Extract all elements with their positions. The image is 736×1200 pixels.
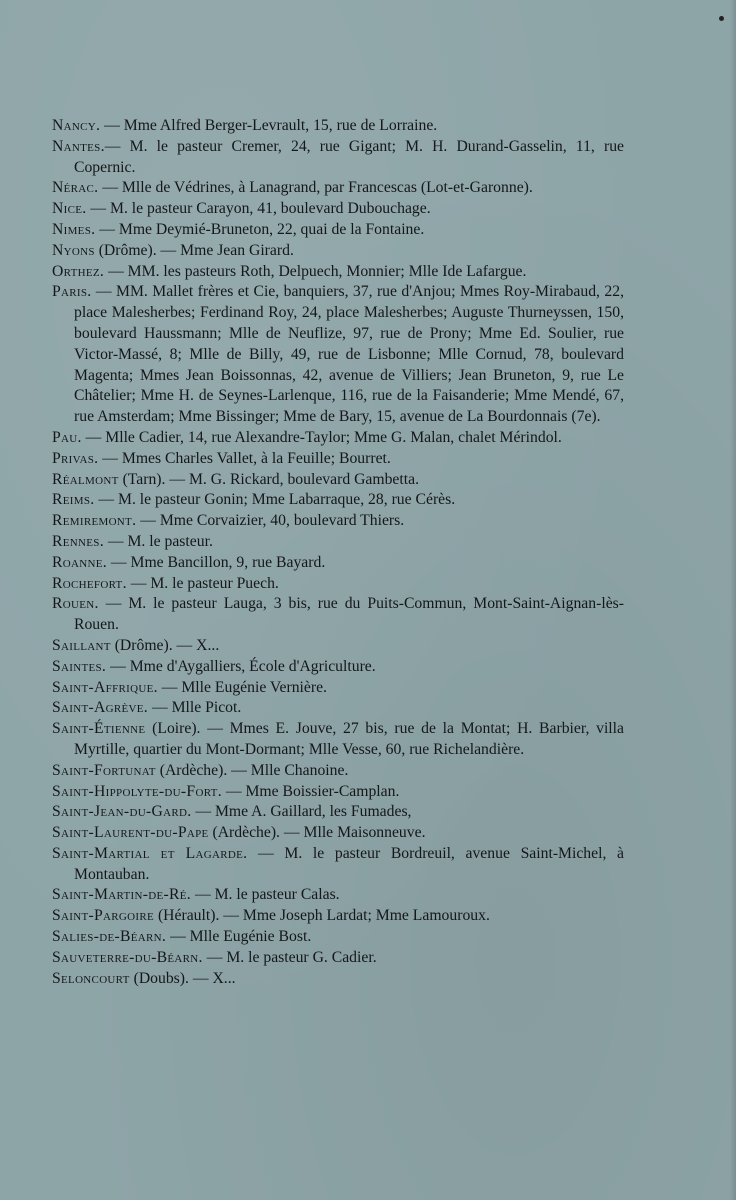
page-edge bbox=[730, 0, 736, 1200]
list-item bbox=[52, 553, 624, 574]
place-name: Nyons bbox=[52, 241, 95, 259]
entry-text: — Mme d'Aygalliers, École d'Agriculture. bbox=[106, 657, 376, 675]
entry-text: — Mme A. Gaillard, les Fumades, bbox=[191, 803, 412, 821]
ink-speck bbox=[719, 16, 724, 21]
entry-text: — M. le pasteur Calas. bbox=[191, 886, 340, 904]
entry-text: (Hérault). — Mme Joseph Lardat; Mme Lamouroux. bbox=[154, 907, 490, 925]
list-item bbox=[52, 948, 624, 969]
list-item bbox=[52, 199, 624, 220]
list-item bbox=[52, 844, 624, 886]
place-name: Saillant bbox=[52, 636, 111, 654]
place-name: Nice. bbox=[52, 200, 87, 218]
entry-text: — Mme Alfred Berger-Levrault, 15, rue de Lorraine. bbox=[100, 117, 438, 134]
entry-text: — M. le pasteur Bordreuil, avenue Saint-Michel, à Montauban. bbox=[74, 844, 625, 883]
list-item bbox=[52, 511, 624, 532]
list-item bbox=[52, 698, 624, 719]
list-item bbox=[52, 719, 624, 761]
list-item bbox=[52, 927, 624, 948]
entry-text: — M. le pasteur. bbox=[103, 532, 213, 550]
place-name: Nantes. bbox=[52, 137, 105, 155]
list-item bbox=[52, 282, 624, 428]
entry-text: — Mme Boissier-Camplan. bbox=[221, 782, 400, 800]
list-item bbox=[52, 220, 624, 241]
entry-text: — M. le pasteur G. Cadier. bbox=[202, 948, 377, 966]
entry-text: (Loire). — Mmes E. Jouve, 27 bis, rue de la Montat; H. Barbier, villa Myrtille, quartier du Mont-Dormant; Mlle Vesse, 60, rue Richelandière. bbox=[74, 720, 624, 758]
place-name: Nimes. bbox=[52, 220, 96, 238]
list-item bbox=[52, 678, 624, 699]
list-item bbox=[52, 137, 624, 179]
place-name: Seloncourt bbox=[52, 969, 130, 987]
place-name: Saint-Affrique. bbox=[52, 678, 158, 696]
place-name: Saint-Jean-du-Gard. bbox=[52, 803, 192, 821]
place-name: Saint-Laurent-du-Pape bbox=[52, 824, 209, 842]
list-item bbox=[52, 802, 624, 823]
list-item bbox=[52, 885, 624, 906]
list-item bbox=[52, 594, 624, 636]
entry-text: (Drôme). — Mme Jean Girard. bbox=[94, 241, 294, 259]
place-name: Salies-de-Béarn. bbox=[52, 928, 167, 946]
entry-text: — M. le pasteur Cremer, 24, rue Gigant; M. H. Durand-Gasselin, 11, rue Copernic. bbox=[74, 137, 624, 176]
entry-text: (Doubs). — X... bbox=[129, 969, 236, 987]
entry-text: — MM. Mallet frères et Cie, banquiers, 37, rue d'Anjou; Mmes Roy-Mirabaud, 22, place Malesherbes; Ferdinand Roy, 24, place Malesherbes; Auguste Thurneyssen, 150, boulevard Haussmann; Mlle de Neuflize, 97, rue de Prony; Mme Ed. Soulier, rue Victor-Massé, 8; Mlle de Billy, 49, rue de Lisbonne; Mlle Cornud, 78, boulevard Magenta; Mmes Jean Boissonnas, 42, avenue de Villiers; Jean Bruneton, 9, rue Le Châtelier; Mme H. de Seynes-Larlenque, 116, rue de la Faisanderie; Mme Mendé, 67, rue Amsterdam; Mme Bissinger; Mme de Bary, 15, avenue de La Bourdonnais (7e). bbox=[74, 283, 624, 426]
entry-text: — M. le pasteur Lauga, 3 bis, rue du Puits-Commun, Mont-Saint-Aignan-lès-Rouen. bbox=[74, 595, 624, 634]
place-name: Saint-Fortunat bbox=[52, 761, 156, 779]
list-item bbox=[52, 178, 624, 199]
address-list bbox=[52, 116, 624, 989]
entry-text: — Mlle Eugénie Vernière. bbox=[157, 678, 327, 696]
place-name: Saintes. bbox=[52, 657, 107, 675]
entry-text: — Mme Corvaizier, 40, boulevard Thiers. bbox=[136, 512, 405, 530]
place-name: Saint-Martin-de-Ré. bbox=[52, 886, 192, 904]
list-item bbox=[52, 532, 624, 553]
place-name: Privas. bbox=[52, 449, 99, 467]
place-name: Réalmont bbox=[52, 470, 119, 488]
place-name: Saint-Agrève. bbox=[52, 699, 149, 717]
list-item bbox=[52, 636, 624, 657]
entry-text: (Ardèche). — Mlle Chanoine. bbox=[155, 761, 349, 779]
place-name: Pau. bbox=[52, 428, 82, 446]
entry-text: — Mlle Cadier, 14, rue Alexandre-Taylor; Mme G. Malan, chalet Mérindol. bbox=[81, 428, 562, 446]
place-name: Rouen. bbox=[52, 595, 99, 613]
entry-text: — MM. les pasteurs Roth, Delpuech, Monnier; Mlle Ide Lafargue. bbox=[104, 262, 527, 280]
entry-text: (Tarn). — M. G. Rickard, boulevard Gambetta. bbox=[118, 470, 420, 488]
list-item bbox=[52, 574, 624, 595]
list-item bbox=[52, 241, 624, 262]
place-name: Orthez. bbox=[52, 262, 105, 280]
list-item bbox=[52, 470, 624, 491]
place-name: Saint-Pargoire bbox=[52, 907, 155, 925]
entry-text: (Drôme). — X... bbox=[110, 636, 220, 654]
list-item bbox=[52, 969, 624, 990]
place-name: Rennes. bbox=[52, 532, 104, 550]
list-item bbox=[52, 116, 624, 137]
place-name: Nancy. bbox=[52, 117, 101, 134]
entry-text: — Mme Bancillon, 9, rue Bayard. bbox=[106, 553, 326, 571]
list-item bbox=[52, 490, 624, 511]
list-item bbox=[52, 782, 624, 803]
list-item bbox=[52, 906, 624, 927]
place-name: Roanne. bbox=[52, 553, 107, 571]
place-name: Saint-Martial et Lagarde. bbox=[52, 844, 248, 862]
entry-text: — Mlle Picot. bbox=[148, 699, 242, 717]
entry-text: — M. le pasteur Puech. bbox=[126, 574, 279, 592]
entry-text: — Mlle Eugénie Bost. bbox=[166, 928, 312, 946]
list-item bbox=[52, 428, 624, 449]
list-item bbox=[52, 823, 624, 844]
list-item bbox=[52, 262, 624, 283]
place-name: Paris. bbox=[52, 283, 92, 301]
place-name: Sauveterre-du-Béarn. bbox=[52, 948, 203, 966]
entry-text: — Mmes Charles Vallet, à la Feuille; Bourret. bbox=[98, 449, 391, 467]
entry-text: — M. le pasteur Carayon, 41, boulevard Dubouchage. bbox=[86, 200, 431, 218]
place-name: Remiremont. bbox=[52, 512, 137, 530]
entry-text: — Mlle de Védrines, à Lanagrand, par Francescas (Lot-et-Garonne). bbox=[98, 179, 533, 197]
place-name: Rochefort. bbox=[52, 574, 127, 592]
place-name: Saint-Étienne bbox=[52, 720, 146, 738]
list-item bbox=[52, 449, 624, 470]
place-name: Reims. bbox=[52, 491, 95, 509]
entry-text: — Mme Deymié-Bruneton, 22, quai de la Fontaine. bbox=[95, 220, 425, 238]
entry-text: (Ardèche). — Mlle Maisonneuve. bbox=[208, 824, 426, 842]
place-name: Nérac. bbox=[52, 179, 99, 197]
list-item bbox=[52, 761, 624, 782]
entry-text: — M. le pasteur Gonin; Mme Labarraque, 28, rue Cérès. bbox=[94, 491, 456, 509]
place-name: Saint-Hippolyte-du-Fort. bbox=[52, 782, 222, 800]
list-item bbox=[52, 657, 624, 678]
